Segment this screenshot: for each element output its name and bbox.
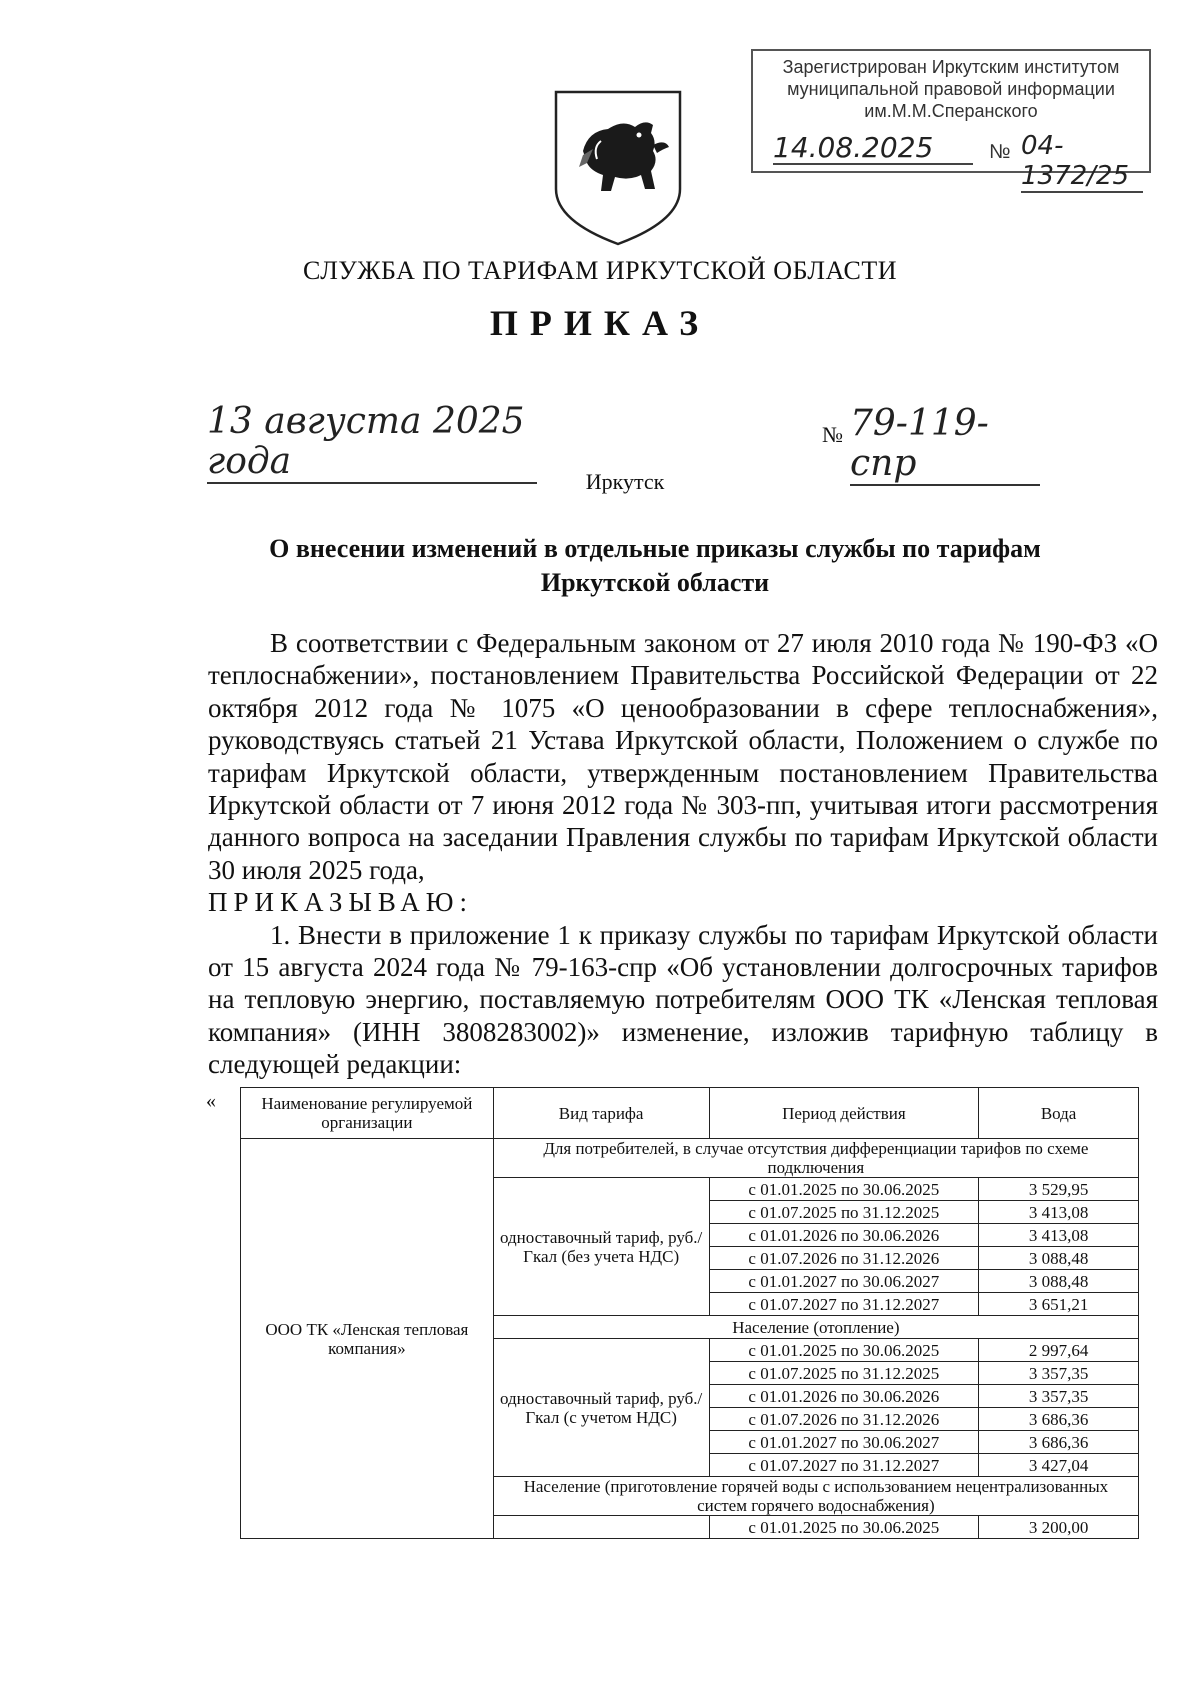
coat-of-arms-icon [553, 89, 683, 247]
header-organization: Наименование регулируемой организации [241, 1088, 494, 1139]
order-number-label: № [822, 422, 843, 447]
header-period: Период действия [709, 1088, 979, 1139]
value-cell: 3 413,08 [979, 1201, 1139, 1224]
stamp-line-1: Зарегистрирован Иркутским институтом [782, 57, 1120, 77]
section-1-title-row [241, 1139, 1139, 1178]
period-cell: с 01.07.2027 по 31.12.2027 [709, 1293, 979, 1316]
period-cell: с 01.01.2025 по 30.06.2025 [709, 1516, 979, 1539]
value-cell: 3 686,36 [979, 1431, 1139, 1454]
period-cell: с 01.01.2027 по 30.06.2027 [709, 1431, 979, 1454]
period-cell: с 01.07.2026 по 31.12.2026 [709, 1408, 979, 1431]
value-cell: 3 088,48 [979, 1247, 1139, 1270]
value-cell: 3 427,04 [979, 1454, 1139, 1477]
value-cell: 3 357,35 [979, 1362, 1139, 1385]
period-cell: с 01.07.2026 по 31.12.2026 [709, 1247, 979, 1270]
table-header-row [241, 1088, 1139, 1139]
period-cell: с 01.01.2025 по 30.06.2025 [709, 1178, 979, 1201]
table-open-quote: « [206, 1090, 216, 1112]
tariff-table [240, 1087, 1139, 1539]
value-cell: 3 413,08 [979, 1224, 1139, 1247]
title-line-1: О внесении изменений в отдельные приказы службы по тарифам [269, 534, 1041, 563]
section-3-title: Население (приготовление горячей воды с использованием нецентрализованных систем горячего водоснабжения) [493, 1477, 1138, 1516]
order-keyword: ПРИКАЗЫВАЮ: [208, 887, 473, 918]
city: Иркутск [585, 469, 665, 494]
value-cell: 3 357,35 [979, 1385, 1139, 1408]
stamp-line-3: им.М.М.Сперанского [864, 101, 1038, 121]
handwritten-order-number: 79-119-спр [850, 404, 1040, 486]
header-tariff-type: Вид тарифа [493, 1088, 709, 1139]
section-1-title: Для потребителей, в случае отсутствия дифференциации тарифов по схеме подключения [493, 1139, 1138, 1178]
period-cell: с 01.01.2027 по 30.06.2027 [709, 1270, 979, 1293]
stamp-number-label: № [989, 141, 1011, 163]
section-1-tariff-type: одноставочный тариф, руб./Гкал (без учета НДС) [493, 1178, 709, 1316]
section-2-title: Население (отопление) [493, 1316, 1138, 1339]
value-cell: 3 651,21 [979, 1293, 1139, 1316]
period-cell: с 01.01.2026 по 30.06.2026 [709, 1224, 979, 1247]
title-line-2: Иркутской области [540, 568, 770, 597]
stamp-number: 04-1372/25 [1021, 131, 1143, 193]
handwritten-date: 13 августа 2025 года [207, 402, 537, 484]
value-cell: 3 686,36 [979, 1408, 1139, 1431]
period-cell: с 01.07.2025 по 31.12.2025 [709, 1362, 979, 1385]
value-cell: 3 200,00 [979, 1516, 1139, 1539]
value-cell: 3 529,95 [979, 1178, 1139, 1201]
section-2-tariff-type: одноставочный тариф, руб./Гкал (с учетом НДС) [493, 1339, 709, 1477]
organization-name: СЛУЖБА ПО ТАРИФАМ ИРКУТСКОЙ ОБЛАСТИ [303, 256, 897, 285]
period-cell: с 01.07.2025 по 31.12.2025 [709, 1201, 979, 1224]
document-type: ПРИКАЗ [489, 303, 711, 343]
order-item-1: 1. Внести в приложение 1 к приказу службы по тарифам Иркутской области от 15 августа 2024 года № 79-163-спр «Об установлении долгосрочных тарифов на тепловую энергию, поставляемую потребителям ООО ТК «Ленская тепловая компания» (ИНН 3808283002)» изменение, изложив тарифную таблицу в следующей редакции: [208, 919, 1158, 1080]
section-3-tariff-type [493, 1516, 709, 1539]
document-body [208, 627, 1158, 1081]
period-cell: с 01.01.2025 по 30.06.2025 [709, 1339, 979, 1362]
organization-cell: ООО ТК «Ленская тепловая компания» [241, 1139, 494, 1539]
preamble-paragraph: В соответствии с Федеральным законом от 27 июля 2010 года № 190-ФЗ «О теплоснабжении», постановлением Правительства Российской Федерации от 22 октября 2012 года № 1075 «О ценообразовании в сфере теплоснабжения», руководствуясь статьей 21 Устава Иркутской области, Положением о службе по тарифам Иркутской области, утвержденным постановлением Правительства Иркутской области от 7 июня 2012 года № 303-пп, учитывая итоги рассмотрения данного вопроса на заседании Правления службы по тарифам Иркутской области 30 июля 2025 года, [208, 628, 1158, 885]
period-cell: с 01.01.2026 по 30.06.2026 [709, 1385, 979, 1408]
value-cell: 2 997,64 [979, 1339, 1139, 1362]
stamp-line-2: муниципальной правовой информации [787, 79, 1115, 99]
registration-stamp [751, 49, 1151, 191]
value-cell: 3 088,48 [979, 1270, 1139, 1293]
header-water: Вода [979, 1088, 1139, 1139]
document-title [230, 532, 1080, 600]
period-cell: с 01.07.2027 по 31.12.2027 [709, 1454, 979, 1477]
stamp-date: 14.08.2025 [773, 133, 973, 165]
